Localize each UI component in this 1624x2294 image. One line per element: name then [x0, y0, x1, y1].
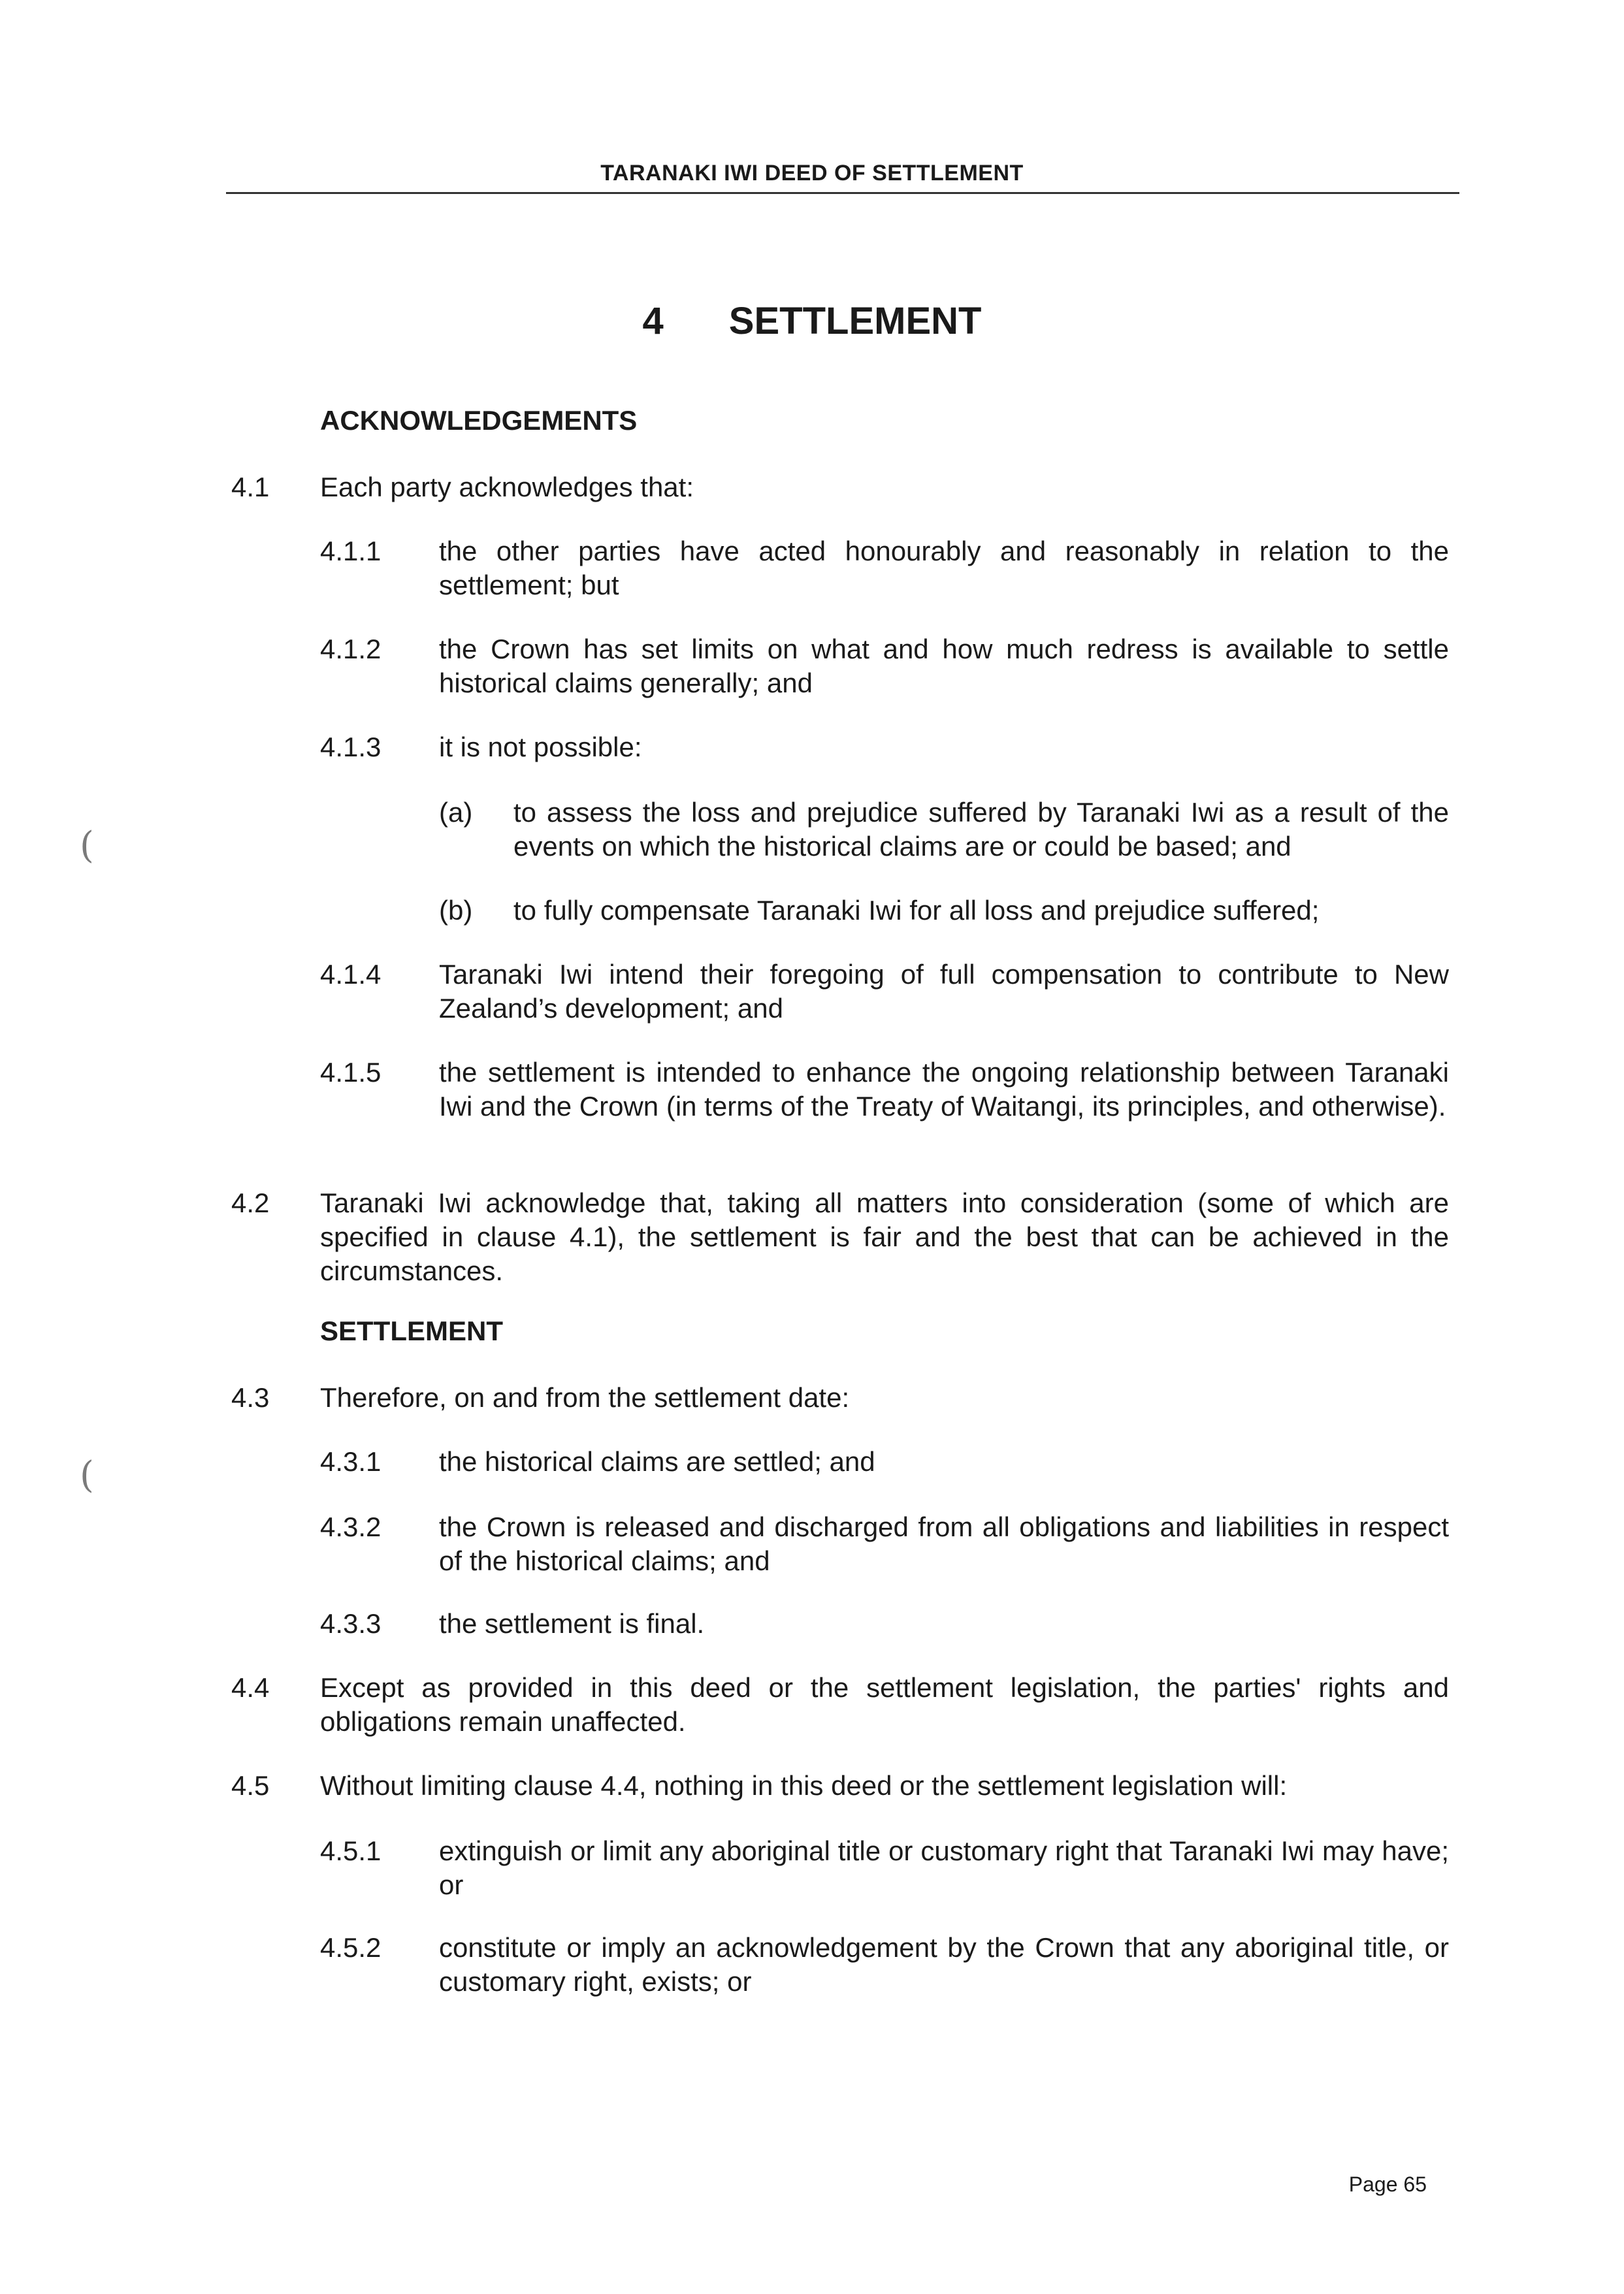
- clause-number: 4.3.1: [320, 1446, 382, 1477]
- clause-text: to fully compensate Taranaki Iwi for all loss and prejudice suffered;: [513, 895, 1320, 926]
- clause-number: 4.5: [231, 1770, 270, 1801]
- clause-text: the historical claims are settled; and: [439, 1446, 875, 1477]
- clause-number: (b): [439, 895, 473, 926]
- clause-number: 4.4: [231, 1672, 270, 1703]
- clause-number: 4.1.5: [320, 1057, 382, 1088]
- clause-text: the Crown is released and discharged from all obligations and liabilities in respect of the historical claims; and: [439, 1511, 1449, 1576]
- chapter-name: SETTLEMENT: [728, 300, 982, 342]
- page-number: Page 65: [1348, 2173, 1427, 2196]
- heading-acknowledgements: ACKNOWLEDGEMENTS: [320, 405, 638, 436]
- clause-text: to assess the loss and prejudice suffered by Taranaki Iwi as a result of the events on which the historical claims are or could be based; and: [513, 797, 1449, 862]
- clause-number: 4.1.1: [320, 536, 382, 566]
- clause-number: 4.1.3: [320, 732, 382, 762]
- clause-text: extinguish or limit any aboriginal title or customary right that Taranaki Iwi may have; or: [439, 1835, 1449, 1900]
- clause-number: 4.1: [231, 472, 270, 502]
- chapter-title: [0, 299, 1624, 343]
- clause-text: constitute or imply an acknowledgement by the Crown that any aboriginal title, or customary right, exists; or: [439, 1932, 1449, 1997]
- clause-text: Taranaki Iwi intend their foregoing of full compensation to contribute to New Zealand’s development; and: [439, 959, 1449, 1024]
- clause-number: 4.5.1: [320, 1835, 382, 1866]
- header-rule: [226, 192, 1459, 194]
- clause-number: 4.1.2: [320, 634, 382, 664]
- clause-number: 4.3.2: [320, 1511, 382, 1542]
- heading-settlement: SETTLEMENT: [320, 1316, 503, 1346]
- scan-mark-upper: (: [80, 824, 94, 867]
- clause-text: the Crown has set limits on what and how much redress is available to settle historical claims generally; and: [439, 634, 1449, 698]
- clause-number: (a): [439, 797, 473, 828]
- clause-number: 4.3: [231, 1382, 270, 1413]
- clause-text: the settlement is intended to enhance the ongoing relationship between Taranaki Iwi and the Crown (in terms of the Treaty of Waitangi, its principles, and otherwise).: [439, 1057, 1449, 1122]
- clause-number: 4.2: [231, 1187, 270, 1218]
- clause-number: 4.3.3: [320, 1608, 382, 1639]
- scan-mark-lower: (: [80, 1454, 94, 1496]
- clause-text: Each party acknowledges that:: [320, 472, 694, 502]
- clause-text: Without limiting clause 4.4, nothing in this deed or the settlement legislation will:: [320, 1770, 1288, 1801]
- clause-text: Except as provided in this deed or the settlement legislation, the parties' rights and obligations remain unaffected.: [320, 1672, 1449, 1737]
- chapter-number: 4: [642, 300, 664, 342]
- running-header: TARANAKI IWI DEED OF SETTLEMENT: [600, 161, 1024, 186]
- clause-text: it is not possible:: [439, 732, 642, 762]
- clause-text: Taranaki Iwi acknowledge that, taking all matters into consideration (some of which are specified in clause 4.1), the settlement is fair and the best that can be achieved in the circumstances.: [320, 1187, 1449, 1286]
- clause-text: Therefore, on and from the settlement date:: [320, 1382, 850, 1413]
- clause-number: 4.5.2: [320, 1932, 382, 1963]
- clause-text: the settlement is final.: [439, 1608, 705, 1639]
- clause-number: 4.1.4: [320, 959, 382, 990]
- clause-text: the other parties have acted honourably and reasonably in relation to the settlement; but: [439, 536, 1449, 600]
